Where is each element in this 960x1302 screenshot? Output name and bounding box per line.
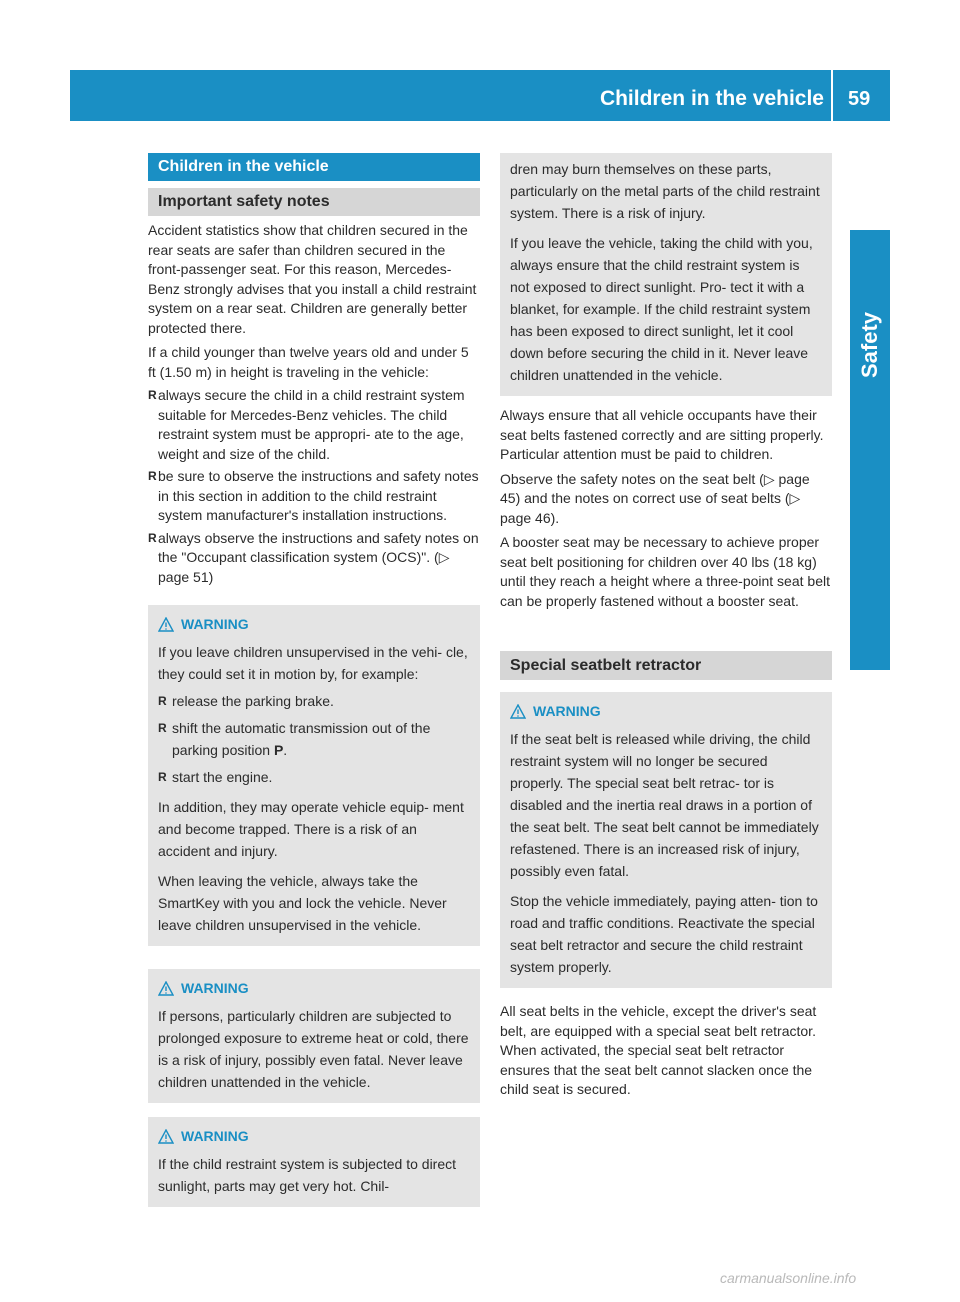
list-item: R start the engine.	[158, 766, 470, 788]
warning-text: Stop the vehicle immediately, paying atten- tion to road and traffic conditions. Reactivate the special seat belt retractor and secure the child restraint system properly.	[510, 893, 818, 975]
side-tab-label: Safety	[857, 311, 883, 379]
warning-header	[158, 1127, 470, 1145]
retractor-paragraph: All seat belts in the vehicle, except the driver's seat belt, are equipped with a special seat belt retractor. When activated, the special seat belt retractor ensures that the seat belt cannot slacken once the child seat is secured.	[500, 1003, 817, 1097]
side-tab	[850, 230, 890, 670]
warning-bullet-list	[158, 690, 470, 788]
list-item: R release the parking brake.	[158, 690, 470, 712]
list-item: R shift the automatic transmission out of the parking position P.	[158, 717, 470, 761]
page-ref-icon: ▷	[438, 549, 450, 565]
right-column	[500, 153, 832, 1100]
section-title: Children in the vehicle	[148, 153, 480, 181]
page-ref-link[interactable]: page 51)	[158, 568, 214, 585]
subsection-title-retractor: Special seatbelt retractor	[500, 651, 832, 680]
header-divider	[831, 70, 833, 121]
list-item: R always secure the child in a child restraint system suitable for Mercedes-Benz vehicles. The child restraint system must be appropri- ate to the age, weight and size of the child.	[148, 386, 480, 464]
list-item: R be sure to observe the instructions and safety notes in this section in addition to the child restraint system manufacturer's installation instructions.	[148, 467, 480, 526]
seat-belt-ref-paragraph: Observe the safety notes on the seat belt (▷ page 45) and the notes on correct use of seat belts (▷ page 46).	[500, 470, 810, 526]
safety-bullet-list	[148, 386, 480, 587]
warning-header	[510, 702, 822, 720]
warning-header	[158, 979, 470, 997]
warning-triangle-icon	[158, 981, 174, 996]
warning-header	[158, 615, 470, 633]
page-ref-icon: ▷	[763, 470, 775, 487]
list-item: R always observe the instructions and safety notes on the "Occupant classification system (OCS)". (▷ page 51)	[148, 529, 480, 588]
page-ref-icon: ▷	[789, 490, 801, 506]
watermark: carmanualsonline.info	[720, 1270, 857, 1286]
condition-paragraph: If a child younger than twelve years old and under 5 ft (1.50 m) in height is traveling in the vehicle:	[148, 344, 469, 380]
warning-text: If you leave children unsupervised in the vehi- cle, they could set it in motion by, for example:	[158, 644, 468, 682]
warning-text: If the child restraint system is subjected to direct sunlight, parts may get very hot. Chil-	[158, 1156, 457, 1194]
subsection-title-safety-notes: Important safety notes	[148, 188, 480, 216]
warning-box-unsupervised	[148, 605, 480, 946]
warning-box-heat-cold	[148, 969, 480, 1103]
page-ref-link[interactable]: page 46).	[500, 509, 560, 526]
warning-label: WARNING	[181, 1128, 249, 1144]
warning-box-retractor	[500, 692, 832, 988]
warning-triangle-icon	[158, 1129, 174, 1144]
occupants-paragraph: Always ensure that all vehicle occupants have their seat belts fastened correctly and are sitting properly. Particular attention must be paid to children.	[500, 407, 824, 462]
page-number: 59	[848, 88, 871, 110]
warning-text: If you leave the vehicle, taking the child with you, always ensure that the child restraint system is not exposed to direct sunlight. Pro- tect it with a blanket, for example. If the child restraint system has been exposed to direct sunlight, let it cool down before securing the child in it. Never leave children unattended in the vehicle.	[510, 235, 813, 383]
warning-label: WARNING	[181, 980, 249, 996]
warning-triangle-icon	[158, 617, 174, 632]
page-title: Children in the vehicle	[599, 87, 824, 110]
warning-label: WARNING	[181, 616, 249, 632]
warning-text: When leaving the vehicle, always take the SmartKey with you and lock the vehicle. Never leave children unsupervised in the vehicle.	[158, 873, 447, 933]
warning-box-sunlight-continued	[500, 153, 832, 396]
warning-text: In addition, they may operate vehicle equip- ment and become trapped. There is a risk of an accident and injury.	[158, 799, 464, 859]
warning-text: If persons, particularly children are subjected to prolonged exposure to extreme heat or cold, there is a risk of injury, possibly even fatal. Never leave children unattended in the vehicle.	[158, 1008, 469, 1090]
booster-seat-paragraph: A booster seat may be necessary to achieve proper seat belt positioning for children over 40 lbs (18 kg) until they reach a height where a three-point seat belt can be properly fastened without a booster seat.	[500, 534, 830, 609]
warning-text: If the seat belt is released while driving, the child restraint system will no longer be secured properly. The special seat belt retrac- tor is disabled and the inertia real draws in a portion of the seat belt. The seat belt cannot be immediately refastened. There is an increased risk of injury, possibly even fatal.	[510, 731, 819, 879]
intro-paragraph: Accident statistics show that children secured in the rear seats are safer than children secured in the front-passenger seat. For this reason, Mercedes-Benz strongly advises that you install a child restraint system on a rear seat. Children are generally better protected there.	[148, 222, 477, 336]
warning-triangle-icon	[510, 704, 526, 719]
warning-label: WARNING	[533, 703, 601, 719]
warning-text: dren may burn themselves on these parts, particularly on the metal parts of the child restraint system. There is a risk of injury.	[510, 161, 820, 221]
page-ref-link[interactable]: page 45) and the notes on correct use of seat belts (	[500, 470, 810, 506]
left-column	[148, 153, 480, 1207]
warning-box-sunlight	[148, 1117, 480, 1207]
